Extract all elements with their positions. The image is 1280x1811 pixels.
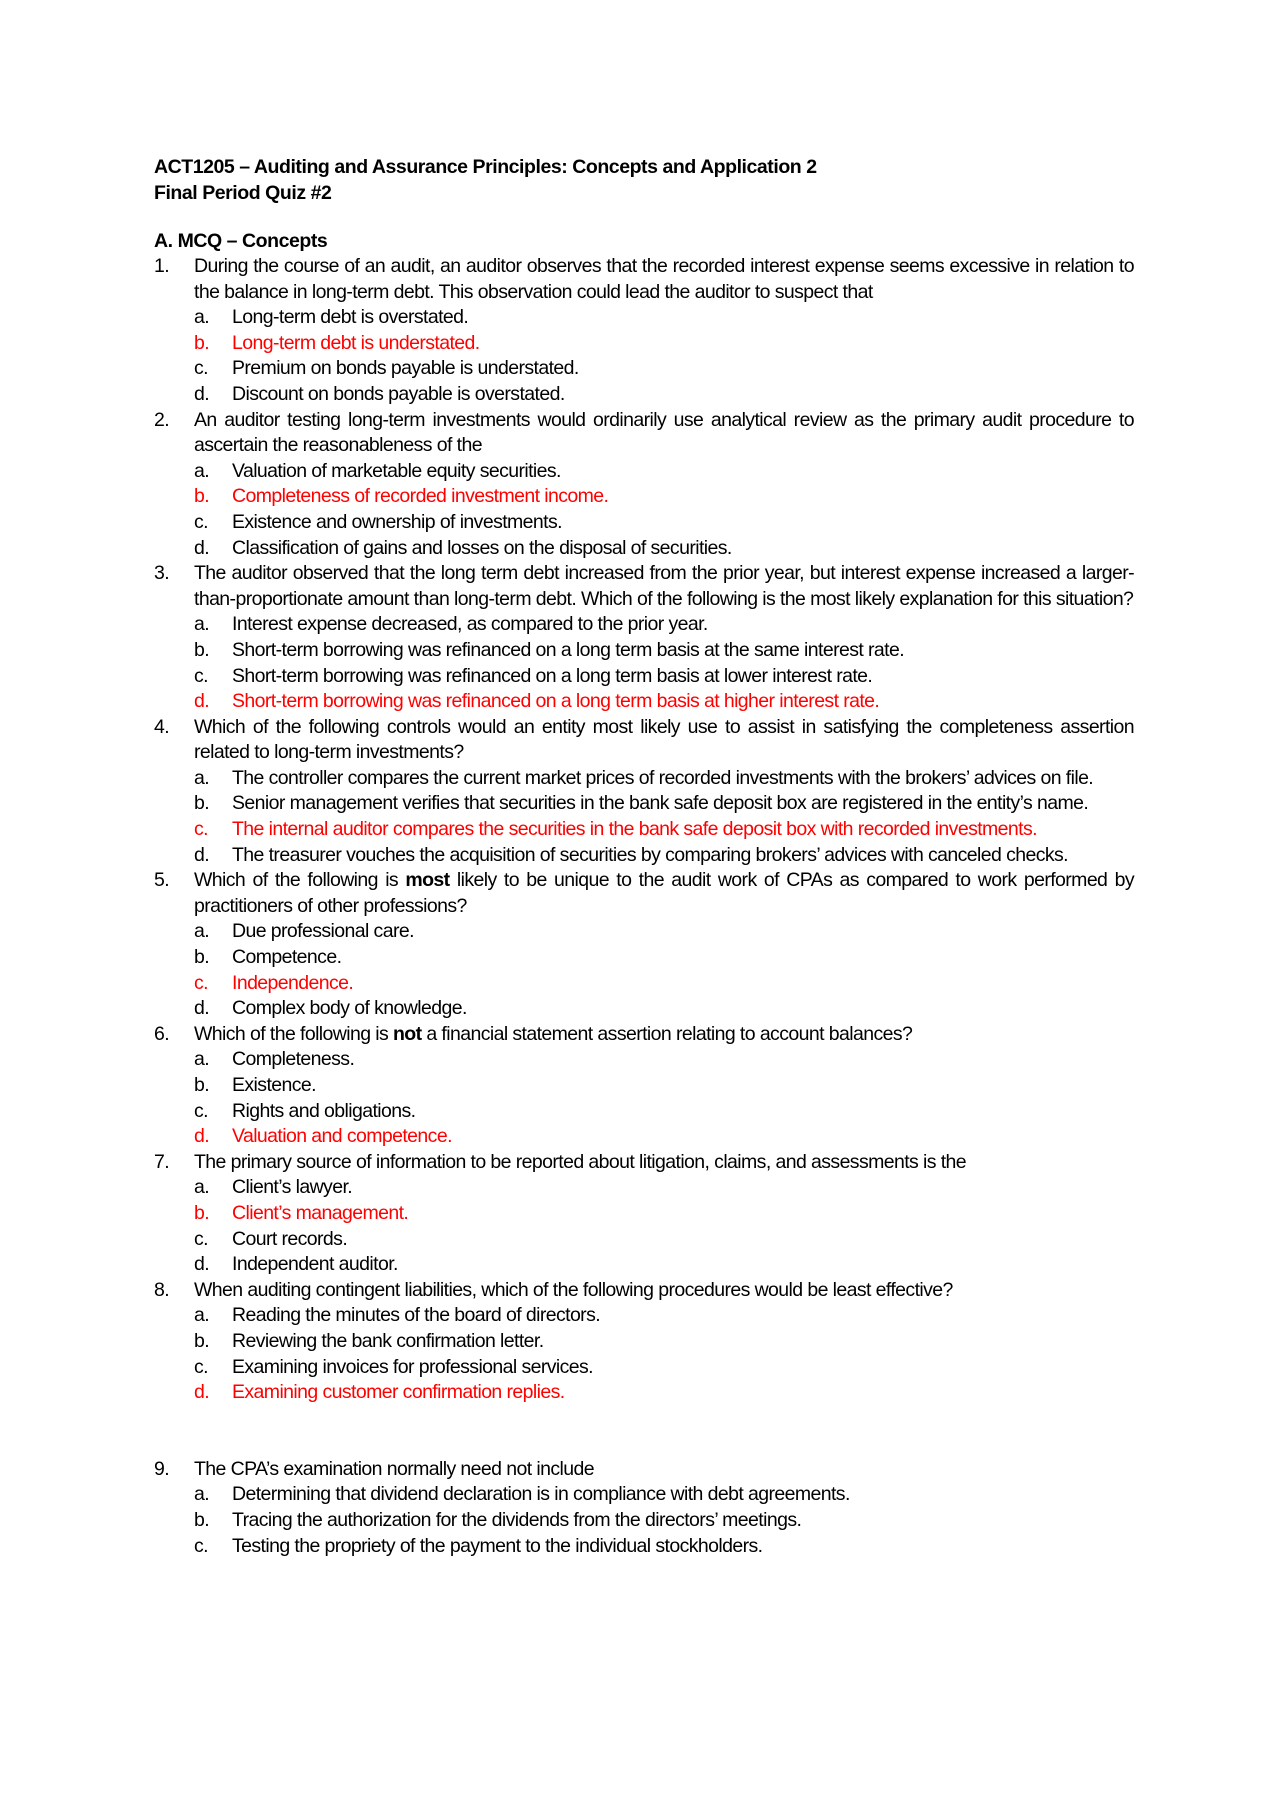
option-text: Independence. [232,971,354,994]
option-letter: d. [194,1253,210,1276]
option-4c-answer [154,817,1134,843]
option-text: Competence. [232,946,342,969]
option-8b [154,1329,1134,1355]
option-2b-answer [154,484,1134,510]
quiz-title: Final Period Quiz #2 [154,182,332,204]
option-1a [154,305,1134,331]
option-letter: c. [194,357,208,380]
question-stem: An auditor testing long-term investments would ordinarily use analytical review as the primary audit procedure to ascertain the reasonableness of the [194,408,1134,457]
option-2c [154,510,1134,536]
option-text: Valuation of marketable equity securities. [232,459,561,482]
option-text: Reading the minutes of the board of directors. [232,1304,601,1327]
option-text: Testing the propriety of the payment to the individual stockholders. [232,1534,763,1557]
question-number: 3. [154,562,170,585]
question-stem: The CPA’s examination normally need not include [194,1457,594,1480]
option-text: Existence. [232,1074,316,1096]
option-letter: a. [194,1304,210,1327]
option-5a [154,919,1134,945]
option-text: Short-term borrowing was refinanced on a long term basis at the same interest rate. [232,638,905,661]
option-4d [154,843,1134,869]
option-text: Client’s lawyer. [232,1176,353,1199]
stem-text: likely to be unique to the audit work of CPAs as compared to work performed by practitioners of other professions? [194,869,1134,917]
option-text: Long-term debt is overstated. [232,306,469,329]
document-page [154,154,1134,1559]
stem-emphasis: not [393,1022,422,1045]
option-9a [154,1482,1134,1508]
option-8a [154,1303,1134,1329]
option-letter: c. [194,971,208,994]
option-letter: b. [194,638,210,661]
option-text: The internal auditor compares the securities in the bank safe deposit box with recorded investments. [232,818,1037,841]
question-number: 7. [154,1150,170,1173]
option-letter: c. [194,1355,208,1378]
option-letter: a. [194,920,210,943]
option-8c [154,1355,1134,1381]
option-letter: d. [194,1125,210,1148]
question-stem: When auditing contingent liabilities, which of the following procedures would be least effective? [194,1278,953,1301]
option-letter: b. [194,1508,210,1531]
question-number: 6. [154,1022,170,1045]
option-text: The treasurer vouches the acquisition of securities by comparing brokers’ advices with canceled checks. [232,843,1068,866]
option-letter: c. [194,1227,208,1250]
option-3d-answer [154,689,1134,715]
option-letter: d. [194,382,210,405]
option-5d [154,996,1134,1022]
option-7b-answer [154,1201,1134,1227]
option-letter: b. [194,1074,210,1096]
question-2 [154,408,1134,459]
option-letter: b. [194,1201,210,1224]
question-3 [154,561,1134,612]
question-number: 2. [154,408,170,431]
option-6d-answer [154,1124,1134,1150]
option-text: Rights and obligations. [232,1099,416,1122]
course-title: ACT1205 – Auditing and Assurance Principles: Concepts and Application 2 [154,156,817,178]
option-text: Classification of gains and losses on the disposal of securities. [232,536,732,559]
question-stem: During the course of an audit, an auditor observes that the recorded interest expense seems excessive in relation to the balance in long-term debt. This observation could lead the auditor to suspect that [194,255,1134,303]
option-9b [154,1508,1134,1534]
question-7 [154,1150,1134,1176]
option-text: Determining that dividend declaration is in compliance with debt agreements. [232,1483,850,1506]
question-1 [154,254,1134,305]
option-text: Senior management verifies that securities in the bank safe deposit box are registered in the entity’s name. [232,792,1089,815]
option-text: Existence and ownership of investments. [232,510,562,533]
question-number: 1. [154,255,170,277]
option-5b [154,945,1134,971]
question-4 [154,715,1134,766]
question-stem [194,869,1134,917]
option-text: Independent auditor. [232,1253,398,1276]
option-4a [154,766,1134,792]
option-letter: a. [194,459,210,482]
option-3b [154,638,1134,664]
option-1c [154,356,1134,382]
option-text: Complex body of knowledge. [232,997,467,1020]
question-stem: The primary source of information to be reported about litigation, claims, and assessments is the [194,1150,967,1173]
option-letter: c. [194,818,208,841]
option-letter: d. [194,536,210,559]
option-letter: d. [194,843,210,866]
option-text: Examining invoices for professional services. [232,1355,594,1378]
option-text: Long-term debt is understated. [232,331,480,354]
option-6a [154,1047,1134,1073]
option-3c [154,664,1134,690]
question-stem: Which of the following controls would an entity most likely use to assist in satisfying the completeness assertion related to long-term investments? [194,715,1134,764]
option-6c [154,1099,1134,1125]
option-text: Completeness of recorded investment income. [232,485,609,508]
option-text: Examining customer confirmation replies. [232,1381,565,1404]
option-text: Completeness. [232,1048,355,1071]
option-letter: a. [194,766,210,789]
section-heading: A. MCQ – Concepts [154,230,328,252]
option-1b-answer [154,331,1134,357]
question-number: 8. [154,1278,170,1301]
question-5 [154,868,1134,919]
option-7a [154,1175,1134,1201]
option-text: Valuation and competence. [232,1125,452,1148]
option-letter: a. [194,1176,210,1199]
option-letter: a. [194,1048,210,1071]
option-text: Court records. [232,1227,348,1250]
stem-text: Which of the following is [194,1022,393,1045]
option-3a [154,612,1134,638]
question-number: 5. [154,869,170,892]
option-letter: d. [194,997,210,1020]
option-2d [154,536,1134,562]
stem-text: a financial statement assertion relating to account balances? [421,1022,913,1045]
option-5c-answer [154,971,1134,997]
option-letter: b. [194,1329,210,1352]
option-8d-answer [154,1380,1134,1406]
question-number: 9. [154,1457,170,1480]
option-text: Interest expense decreased, as compared to the prior year. [232,613,708,636]
option-letter: c. [194,1099,208,1122]
option-1d [154,382,1134,408]
option-letter: b. [194,331,210,354]
option-letter: a. [194,306,210,329]
option-text: Discount on bonds payable is overstated. [232,382,565,405]
option-letter: b. [194,485,210,508]
option-letter: d. [194,1381,210,1404]
option-text: Short-term borrowing was refinanced on a long term basis at lower interest rate. [232,664,873,687]
option-4b [154,791,1134,817]
option-letter: c. [194,510,208,533]
option-text: Client’s management. [232,1201,409,1224]
option-letter: a. [194,1483,210,1506]
option-text: Reviewing the bank confirmation letter. [232,1329,544,1352]
stem-emphasis: most [405,869,450,892]
question-8 [154,1278,1134,1304]
option-letter: c. [194,664,208,687]
option-letter: d. [194,690,210,713]
option-text: Tracing the authorization for the dividends from the directors’ meetings. [232,1508,802,1531]
option-letter: b. [194,792,210,815]
option-9c [154,1534,1134,1560]
stem-text: Which of the following is [194,869,406,892]
option-7d [154,1252,1134,1278]
question-stem [194,1023,912,1045]
spacer [154,1406,1134,1457]
option-letter: c. [194,1534,208,1557]
option-2a [154,459,1134,485]
option-text: Due professional care. [232,920,414,943]
option-text: The controller compares the current market prices of recorded investments with the brokers’ advices on file. [232,766,1094,789]
option-letter: b. [194,946,210,969]
question-number: 4. [154,715,170,738]
option-letter: a. [194,613,210,636]
option-text: Premium on bonds payable is understated. [232,357,579,380]
option-6b [154,1073,1134,1099]
question-9 [154,1457,1134,1483]
question-6 [154,1022,1134,1048]
option-7c [154,1227,1134,1253]
question-stem: The auditor observed that the long term debt increased from the prior year, but interest expense increased a larger-than-proportionate amount than long-term debt. Which of the following is the most likely explanation for this situation? [194,562,1134,610]
option-text: Short-term borrowing was refinanced on a long term basis at higher interest rate. [232,690,880,713]
